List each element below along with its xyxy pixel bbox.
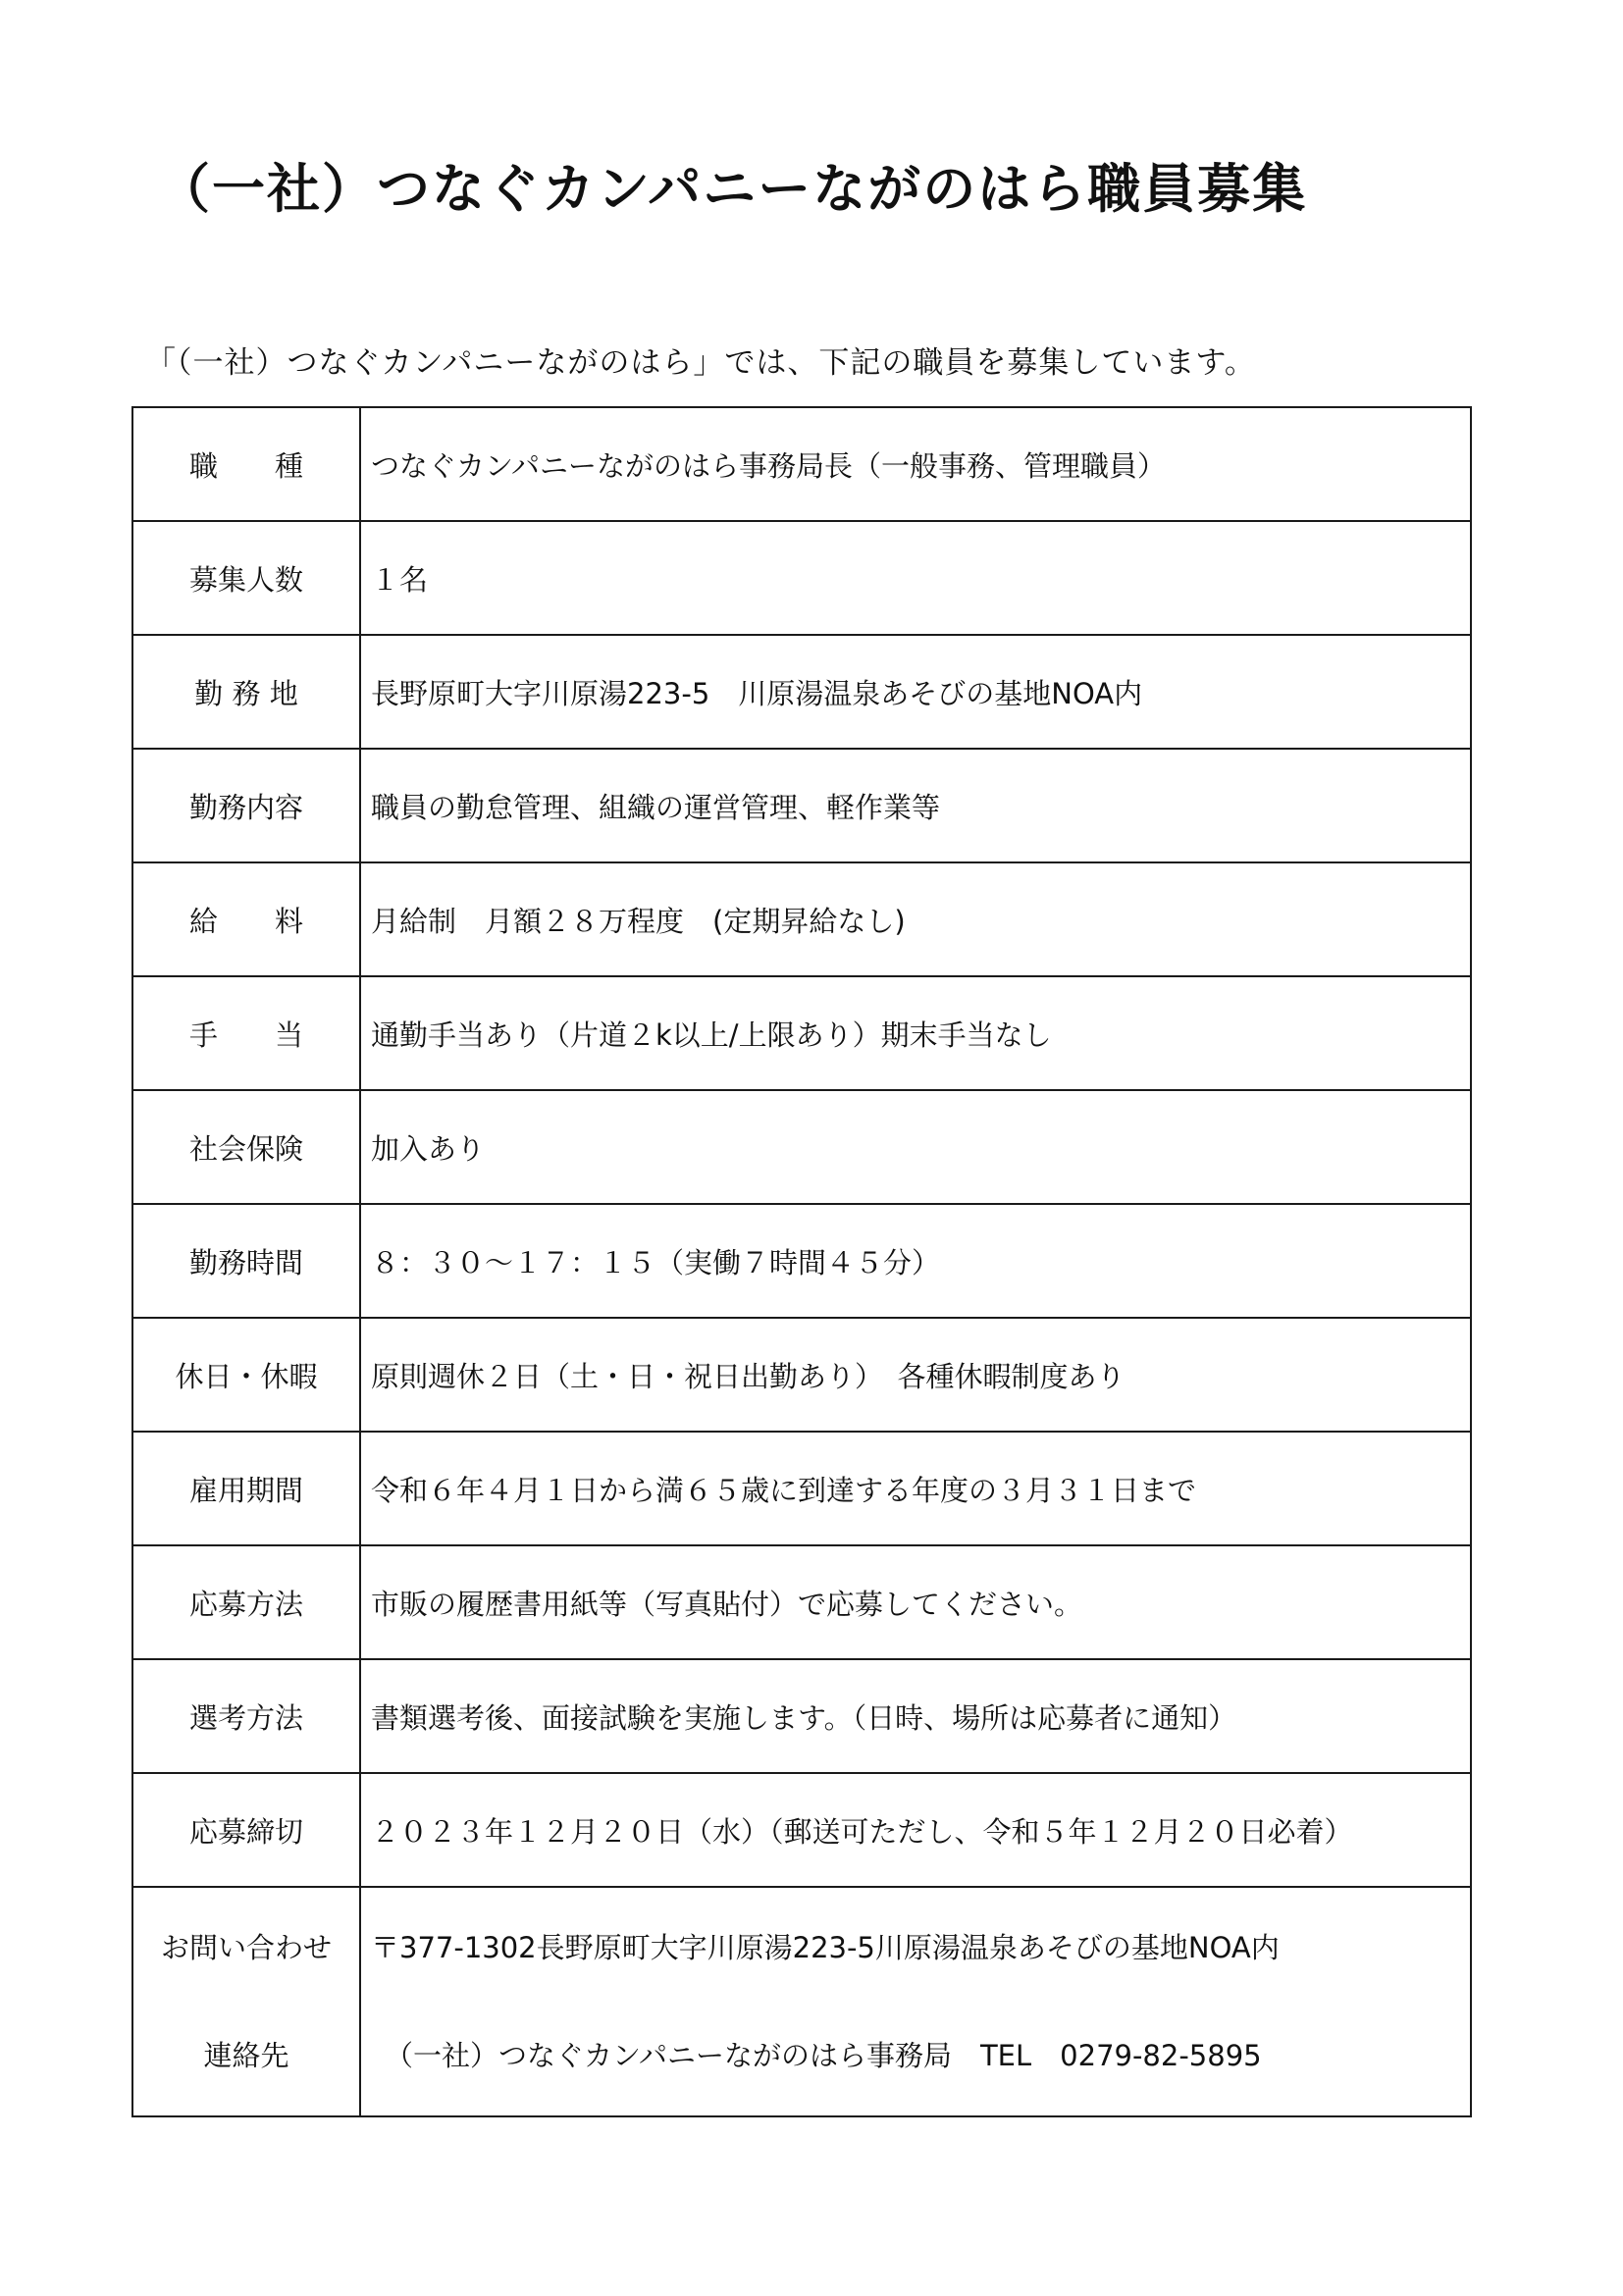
row-label: 勤務時間 [132, 1204, 360, 1318]
row-label: 応募締切 [132, 1773, 360, 1887]
inquiry-label: お問い合わせ [160, 1931, 332, 1964]
intro-text: 「（一社）つなぐカンパニーながのはら」では、下記の職員を募集しています。 [145, 345, 1256, 381]
row-value: ８：３０～１７：１５（実働７時間４５分） [360, 1204, 1471, 1318]
contact-phone: （一社）つなぐカンパニーながのはら事務局 TEL 0279-82-5895 [385, 2039, 1262, 2072]
row-label: 募集人数 [132, 521, 360, 635]
row-value: 通勤手当あり（片道２k以上/上限あり）期末手当なし [360, 976, 1471, 1090]
row-label: 雇用期間 [132, 1432, 360, 1545]
table-row-hours [132, 1204, 1471, 1318]
contact-address: 〒377-1302長野原町大字川原湯223-5川原湯温泉あそびの基地NOA内 [371, 1931, 1280, 1964]
table-row-allowance [132, 976, 1471, 1090]
table-row-salary [132, 862, 1471, 976]
table-row-employment-period [132, 1432, 1471, 1545]
row-label: 手 当 [132, 976, 360, 1090]
row-label: 休日・休暇 [132, 1318, 360, 1432]
contact-label-cell [132, 1887, 360, 2116]
row-label: 給 料 [132, 862, 360, 976]
table-row-workplace [132, 635, 1471, 749]
table-row-application-method [132, 1545, 1471, 1659]
row-value: つなぐカンパニーながのはら事務局長（一般事務、管理職員） [360, 407, 1471, 521]
row-label: 職 種 [132, 407, 360, 521]
row-value: 書類選考後、面接試験を実施します。（日時、場所は応募者に通知） [360, 1659, 1471, 1773]
row-value: 加入あり [360, 1090, 1471, 1204]
row-value: ２０２３年１２月２０日（水）（郵送可ただし、令和５年１２月２０日必着） [360, 1773, 1471, 1887]
table-row-deadline [132, 1773, 1471, 1887]
contact-label: 連絡先 [203, 2039, 289, 2072]
row-label: 勤務内容 [132, 749, 360, 862]
row-value: 長野原町大字川原湯223-5 川原湯温泉あそびの基地NOA内 [360, 635, 1471, 749]
row-label: 社会保険 [132, 1090, 360, 1204]
row-value: 月給制 月額２８万程度 (定期昇給なし) [360, 862, 1471, 976]
row-label: 応募方法 [132, 1545, 360, 1659]
table-row-holidays [132, 1318, 1471, 1432]
row-label: 選考方法 [132, 1659, 360, 1773]
contact-value-cell [360, 1887, 1471, 2116]
table-row-job-type [132, 407, 1471, 521]
page-title: （一社）つなぐカンパニーながのはら職員募集 [157, 158, 1308, 220]
row-value: 令和６年４月１日から満６５歳に到達する年度の３月３１日まで [360, 1432, 1471, 1545]
table-row-headcount [132, 521, 1471, 635]
recruitment-table [131, 406, 1472, 2117]
row-value: 市販の履歴書用紙等（写真貼付）で応募してください。 [360, 1545, 1471, 1659]
table-row-selection-method [132, 1659, 1471, 1773]
table-row-contact [132, 1887, 1471, 2116]
row-value: 職員の勤怠管理、組織の運営管理、軽作業等 [360, 749, 1471, 862]
row-label: 勤 務 地 [132, 635, 360, 749]
table-row-insurance [132, 1090, 1471, 1204]
row-value: 原則週休２日（土・日・祝日出勤あり） 各種休暇制度あり [360, 1318, 1471, 1432]
row-value: １名 [360, 521, 1471, 635]
table-row-duties [132, 749, 1471, 862]
